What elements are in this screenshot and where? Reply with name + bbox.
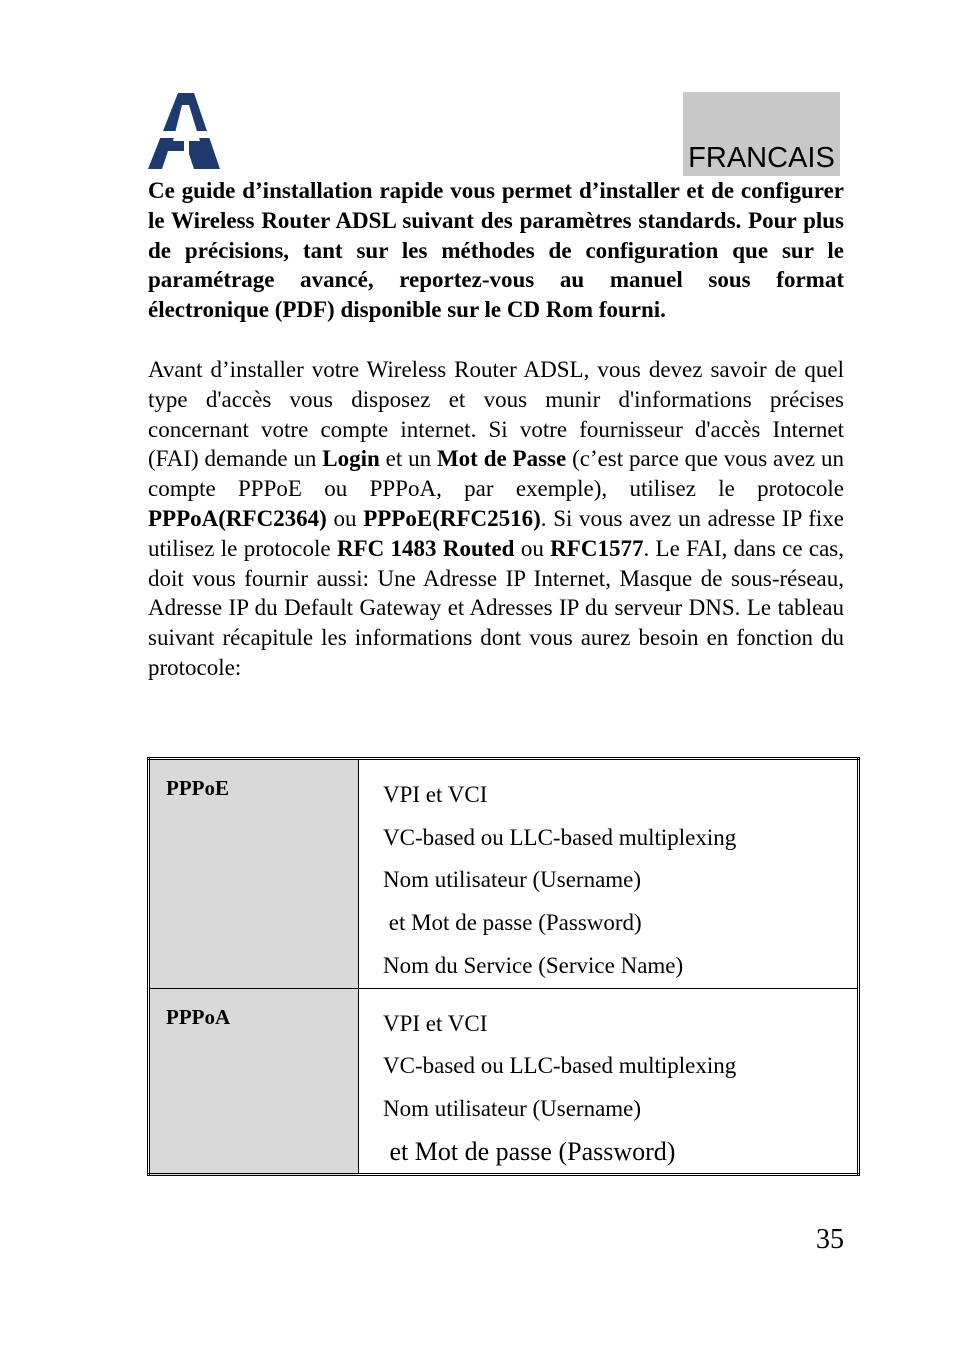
list-item: Nom du Service (Service Name) — [383, 952, 684, 978]
requirements-list — [359, 989, 857, 1174]
body-paragraph — [148, 355, 844, 683]
list-item: VPI et VCI — [383, 1010, 488, 1036]
table-row — [149, 759, 859, 989]
body-text-1: Avant d’installer votre Wireless Router ADSL, vous devez savoir de quel type d'accès vous disposez et vous munir d'informations précises concernant votre compte internet. Si votre fournisseur d'accès Internet (FAI) demande un — [148, 357, 844, 472]
body-bold-rfc1483: RFC 1483 Routed — [336, 535, 515, 561]
requirements-cell — [359, 988, 859, 1175]
list-item: VPI et VCI — [383, 782, 488, 807]
body-text-2: et un — [379, 446, 437, 472]
intro-paragraph: Ce guide d’installation rapide vous permet d’installer et de configurer le Wireless Router ADSL suivant des paramètres standards. Pour plus de précisions, tant sur les méthodes de configuration que sur le paramétrage avancé, reportez-vous au manuel sous format électronique (PDF) disponible sur le CD Rom fourni. — [148, 178, 844, 323]
body-bold-login: Login — [322, 446, 380, 472]
body-bold-password: Mot de Passe — [436, 446, 567, 472]
body-bold-pppoe: PPPoE(RFC2516) — [363, 505, 541, 531]
language-label: FRANCAIS — [688, 142, 835, 174]
body-text-6: ou — [514, 535, 551, 561]
protocol-cell: PPPoE — [149, 759, 359, 989]
protocol-requirements-table — [147, 757, 860, 1176]
list-item: Nom utilisateur (Username) — [383, 867, 642, 893]
body-text-5: . Si vous avez un adresse IP fixe utilisez le protocole — [148, 505, 844, 561]
body-text-3: (c’est parce que vous avez un compte PPPoE ou PPPoA, par exemple), utilisez le protocole — [148, 446, 845, 502]
body-text-4: ou — [326, 505, 364, 531]
table-row — [149, 988, 859, 1175]
body-bold-pppoa: PPPoA(RFC2364) — [148, 505, 327, 531]
page-number: 35 — [816, 1224, 844, 1255]
list-item: et Mot de passe (Password) — [383, 1136, 676, 1166]
list-item: VC-based ou LLC-based multiplexing — [383, 1053, 737, 1079]
list-item: Nom utilisateur (Username) — [383, 1095, 642, 1121]
list-item: VC-based ou LLC-based multiplexing — [383, 824, 737, 850]
protocol-cell: PPPoA — [149, 988, 359, 1175]
list-item: et Mot de passe (Password) — [383, 910, 642, 936]
atlantis-logo — [148, 93, 220, 171]
requirements-cell — [359, 759, 859, 989]
requirements-list — [359, 760, 857, 988]
body-bold-rfc1577: RFC1577 — [550, 535, 644, 561]
body-text-7: . Le FAI, dans ce cas, doit vous fournir aussi: Une Adresse IP Internet, Masque de sous-réseau, Adresse IP du Default Gateway et Adresses IP du serveur DNS. Le tableau suivant récapitule les informations dont vous aurez besoin en fonction du protocole: — [148, 535, 844, 680]
